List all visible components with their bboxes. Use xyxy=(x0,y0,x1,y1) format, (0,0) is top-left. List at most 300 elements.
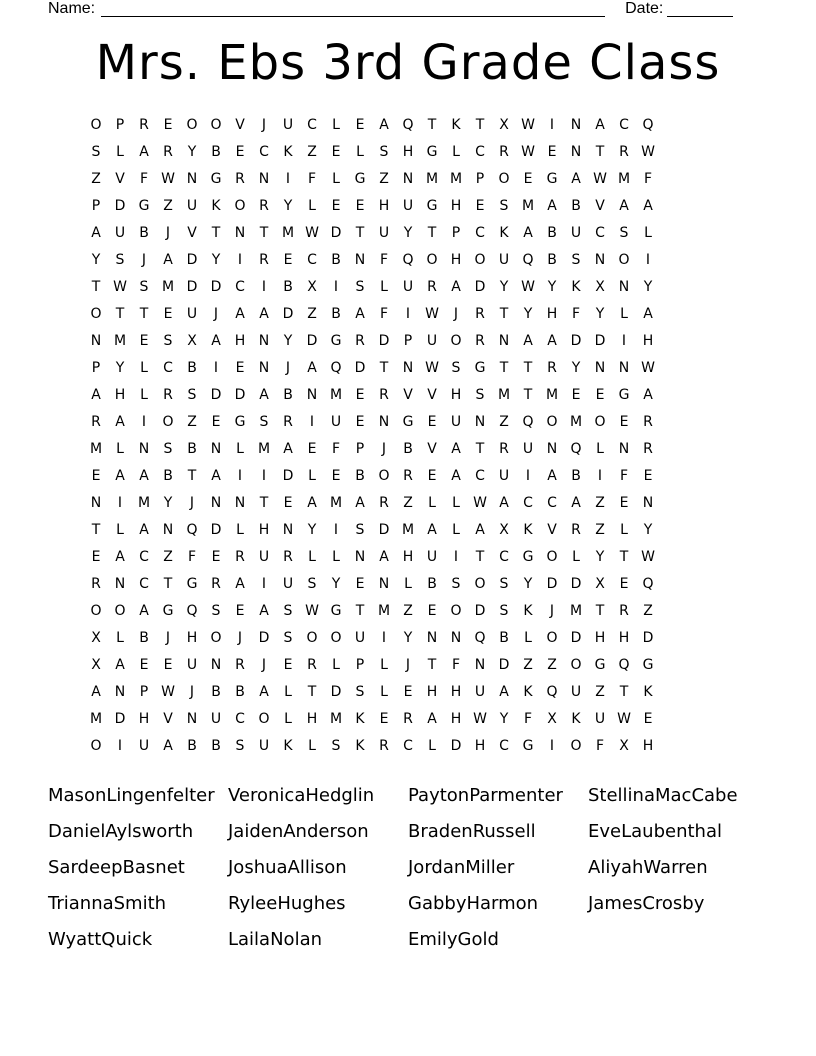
grid-letter: E xyxy=(235,360,245,376)
grid-letter: N xyxy=(618,279,630,295)
grid-letter: H xyxy=(402,549,414,565)
grid-letter: O xyxy=(570,657,582,673)
grid-letter: T xyxy=(475,549,485,565)
grid-letter: M xyxy=(617,171,631,187)
grid-row xyxy=(84,274,660,301)
grid-letter: A xyxy=(523,333,533,349)
grid-letter: N xyxy=(186,711,198,727)
grid-letter: B xyxy=(499,630,509,646)
grid-letter: H xyxy=(234,333,246,349)
grid-letter: E xyxy=(643,468,653,484)
grid-letter: U xyxy=(186,657,198,673)
grid-letter: P xyxy=(91,360,101,376)
grid-letter: B xyxy=(139,225,149,241)
grid-letter: X xyxy=(307,279,317,295)
grid-letter: L xyxy=(596,441,604,457)
grid-letter: J xyxy=(261,117,267,133)
grid-letter: C xyxy=(475,144,485,160)
grid-letter: W xyxy=(617,711,631,727)
grid-letter: S xyxy=(331,738,341,754)
grid-letter: W xyxy=(593,171,607,187)
grid-letter: P xyxy=(403,333,413,349)
grid-letter: T xyxy=(163,576,173,592)
word-list-item: WyattQuick xyxy=(48,929,153,950)
grid-letter: H xyxy=(450,252,462,268)
grid-letter: A xyxy=(475,522,485,538)
grid-letter: N xyxy=(210,441,222,457)
grid-letter: R xyxy=(643,414,653,430)
grid-letter: J xyxy=(189,684,195,700)
grid-letter: N xyxy=(378,576,390,592)
grid-letter: A xyxy=(619,198,629,214)
grid-row xyxy=(84,112,660,139)
grid-letter: U xyxy=(354,630,366,646)
grid-letter: A xyxy=(139,468,149,484)
grid-letter: R xyxy=(259,252,269,268)
grid-letter: X xyxy=(187,333,197,349)
grid-letter: Y xyxy=(595,549,605,565)
grid-letter: J xyxy=(237,630,243,646)
grid-letter: I xyxy=(237,468,243,484)
grid-letter: L xyxy=(452,495,460,511)
grid-letter: C xyxy=(547,495,557,511)
grid-letter: U xyxy=(378,225,390,241)
grid-letter: K xyxy=(283,738,293,754)
grid-letter: O xyxy=(210,117,222,133)
grid-letter: O xyxy=(330,630,342,646)
grid-letter: T xyxy=(115,306,125,322)
grid-letter: I xyxy=(645,252,651,268)
grid-letter: O xyxy=(474,252,486,268)
grid-letter: L xyxy=(332,171,340,187)
grid-letter: O xyxy=(162,414,174,430)
grid-letter: O xyxy=(570,738,582,754)
grid-letter: O xyxy=(546,549,558,565)
word-list-item: StellinaMacCabe xyxy=(588,785,738,806)
grid-letter: G xyxy=(234,414,246,430)
grid-letter: J xyxy=(141,252,147,268)
grid-letter: G xyxy=(474,360,486,376)
word-list-item: JamesCrosby xyxy=(588,893,705,914)
grid-letter: K xyxy=(571,711,581,727)
grid-letter: E xyxy=(427,414,437,430)
grid-letter: L xyxy=(380,684,388,700)
grid-letter: S xyxy=(259,414,269,430)
grid-letter: N xyxy=(234,495,246,511)
grid-letter: N xyxy=(594,252,606,268)
grid-row xyxy=(84,220,660,247)
grid-row xyxy=(84,301,660,328)
grid-letter: P xyxy=(355,441,365,457)
word-list-item: PaytonParmenter xyxy=(408,785,563,806)
grid-letter: D xyxy=(570,576,582,592)
grid-letter: E xyxy=(307,441,317,457)
grid-row xyxy=(84,247,660,274)
grid-letter: A xyxy=(595,117,605,133)
grid-letter: L xyxy=(644,225,652,241)
grid-letter: Z xyxy=(379,171,389,187)
grid-letter: I xyxy=(117,738,123,754)
name-date-line xyxy=(48,0,748,22)
grid-letter: K xyxy=(451,117,461,133)
grid-letter: B xyxy=(571,198,581,214)
grid-letter: H xyxy=(450,387,462,403)
grid-letter: F xyxy=(571,306,581,322)
grid-letter: B xyxy=(139,630,149,646)
grid-letter: D xyxy=(354,360,366,376)
grid-letter: W xyxy=(113,279,127,295)
grid-letter: R xyxy=(379,495,389,511)
grid-letter: A xyxy=(163,738,173,754)
grid-letter: V xyxy=(187,225,197,241)
grid-letter: Y xyxy=(547,279,557,295)
grid-letter: R xyxy=(139,117,149,133)
grid-letter: G xyxy=(330,603,342,619)
grid-letter: I xyxy=(141,414,147,430)
grid-row xyxy=(84,544,660,571)
grid-letter: C xyxy=(139,549,149,565)
grid-letter: U xyxy=(282,117,294,133)
grid-letter: C xyxy=(475,225,485,241)
grid-letter: M xyxy=(137,495,151,511)
grid-letter: B xyxy=(331,306,341,322)
grid-letter: N xyxy=(210,657,222,673)
grid-letter: F xyxy=(307,171,317,187)
grid-letter: R xyxy=(403,468,413,484)
grid-letter: Z xyxy=(163,549,173,565)
grid-letter: A xyxy=(259,684,269,700)
grid-letter: T xyxy=(355,225,365,241)
grid-letter: L xyxy=(428,495,436,511)
grid-letter: J xyxy=(189,495,195,511)
grid-letter: A xyxy=(163,252,173,268)
grid-letter: L xyxy=(116,144,124,160)
grid-letter: Q xyxy=(522,252,534,268)
grid-letter: N xyxy=(234,225,246,241)
grid-letter: N xyxy=(426,630,438,646)
grid-letter: A xyxy=(355,495,365,511)
grid-letter: Q xyxy=(186,603,198,619)
grid-letter: W xyxy=(641,144,655,160)
grid-letter: W xyxy=(425,306,439,322)
grid-letter: W xyxy=(425,360,439,376)
grid-letter: B xyxy=(283,387,293,403)
grid-letter: R xyxy=(163,144,173,160)
grid-letter: H xyxy=(546,306,558,322)
grid-letter: A xyxy=(211,468,221,484)
grid-letter: L xyxy=(236,522,244,538)
grid-letter: Z xyxy=(403,603,413,619)
grid-letter: T xyxy=(259,225,269,241)
grid-letter: Q xyxy=(546,684,558,700)
grid-letter: Z xyxy=(187,414,197,430)
grid-letter: D xyxy=(306,333,318,349)
grid-letter: V xyxy=(403,387,413,403)
grid-letter: D xyxy=(498,657,510,673)
word-list-item: JaidenAnderson xyxy=(228,821,369,842)
word-list-item: EveLaubenthal xyxy=(588,821,722,842)
grid-letter: U xyxy=(594,711,606,727)
grid-letter: Z xyxy=(595,522,605,538)
word-list-item: JordanMiller xyxy=(408,857,515,878)
grid-letter: F xyxy=(331,441,341,457)
grid-letter: N xyxy=(282,522,294,538)
grid-letter: N xyxy=(258,360,270,376)
grid-letter: C xyxy=(235,279,245,295)
grid-letter: V xyxy=(547,522,557,538)
letter-grid xyxy=(84,112,660,760)
grid-letter: T xyxy=(475,117,485,133)
grid-letter: Q xyxy=(642,117,654,133)
grid-letter: A xyxy=(139,522,149,538)
grid-letter: A xyxy=(211,333,221,349)
grid-letter: D xyxy=(570,333,582,349)
grid-letter: L xyxy=(308,738,316,754)
grid-letter: G xyxy=(522,738,534,754)
grid-letter: Q xyxy=(522,414,534,430)
grid-letter: S xyxy=(187,387,197,403)
grid-letter: K xyxy=(571,279,581,295)
grid-letter: D xyxy=(282,468,294,484)
grid-row xyxy=(84,490,660,517)
grid-letter: A xyxy=(451,468,461,484)
grid-letter: X xyxy=(595,576,605,592)
grid-letter: C xyxy=(163,360,173,376)
grid-letter: R xyxy=(379,738,389,754)
grid-letter: H xyxy=(114,387,126,403)
grid-letter: A xyxy=(355,306,365,322)
grid-letter: N xyxy=(474,657,486,673)
grid-letter: H xyxy=(474,738,486,754)
grid-row xyxy=(84,166,660,193)
grid-letter: Y xyxy=(307,522,317,538)
grid-letter: T xyxy=(427,657,437,673)
grid-letter: K xyxy=(523,603,533,619)
grid-letter: A xyxy=(259,306,269,322)
grid-letter: E xyxy=(403,684,413,700)
grid-letter: U xyxy=(210,711,222,727)
grid-letter: T xyxy=(619,549,629,565)
grid-letter: M xyxy=(497,387,511,403)
grid-letter: W xyxy=(305,225,319,241)
grid-letter: R xyxy=(259,198,269,214)
word-list-item: SardeepBasnet xyxy=(48,857,185,878)
grid-letter: O xyxy=(258,711,270,727)
grid-letter: I xyxy=(621,333,627,349)
grid-letter: F xyxy=(187,549,197,565)
grid-letter: U xyxy=(426,549,438,565)
grid-letter: H xyxy=(642,738,654,754)
grid-letter: H xyxy=(642,333,654,349)
grid-letter: B xyxy=(187,738,197,754)
grid-letter: L xyxy=(308,468,316,484)
grid-row xyxy=(84,436,660,463)
grid-letter: E xyxy=(163,306,173,322)
grid-letter: U xyxy=(282,576,294,592)
grid-letter: L xyxy=(308,549,316,565)
grid-letter: J xyxy=(261,657,267,673)
grid-letter: K xyxy=(211,198,221,214)
grid-letter: S xyxy=(451,576,461,592)
grid-row xyxy=(84,679,660,706)
grid-letter: W xyxy=(161,684,175,700)
grid-letter: A xyxy=(451,279,461,295)
grid-letter: P xyxy=(115,117,125,133)
grid-letter: L xyxy=(284,711,292,727)
grid-letter: F xyxy=(379,306,389,322)
grid-letter: T xyxy=(355,603,365,619)
grid-letter: N xyxy=(138,441,150,457)
grid-letter: Y xyxy=(499,279,509,295)
grid-letter: A xyxy=(379,549,389,565)
grid-letter: R xyxy=(235,657,245,673)
grid-letter: H xyxy=(402,144,414,160)
grid-letter: M xyxy=(569,603,583,619)
grid-letter: D xyxy=(474,279,486,295)
grid-letter: A xyxy=(643,387,653,403)
grid-letter: A xyxy=(235,576,245,592)
grid-letter: E xyxy=(643,711,653,727)
grid-letter: N xyxy=(402,360,414,376)
grid-letter: Y xyxy=(283,333,293,349)
grid-letter: G xyxy=(402,414,414,430)
grid-letter: U xyxy=(522,441,534,457)
grid-letter: M xyxy=(113,333,127,349)
grid-letter: J xyxy=(549,603,555,619)
grid-letter: R xyxy=(91,414,101,430)
grid-letter: L xyxy=(380,657,388,673)
grid-letter: B xyxy=(547,225,557,241)
grid-letter: A xyxy=(547,468,557,484)
grid-letter: K xyxy=(355,711,365,727)
grid-letter: A xyxy=(259,603,269,619)
grid-letter: F xyxy=(379,252,389,268)
grid-letter: A xyxy=(427,522,437,538)
grid-letter: A xyxy=(139,144,149,160)
word-list-item: GabbyHarmon xyxy=(408,893,539,914)
grid-letter: R xyxy=(427,279,437,295)
grid-row xyxy=(84,625,660,652)
grid-row xyxy=(84,382,660,409)
grid-letter: F xyxy=(619,468,629,484)
grid-letter: E xyxy=(163,117,173,133)
grid-letter: X xyxy=(547,711,557,727)
date-label: Date: xyxy=(625,0,664,17)
grid-letter: U xyxy=(450,414,462,430)
grid-letter: A xyxy=(115,657,125,673)
grid-letter: A xyxy=(307,360,317,376)
grid-letter: T xyxy=(523,360,533,376)
grid-letter: S xyxy=(139,279,149,295)
grid-letter: E xyxy=(211,549,221,565)
grid-letter: N xyxy=(354,549,366,565)
grid-letter: I xyxy=(261,576,267,592)
grid-letter: O xyxy=(594,414,606,430)
grid-letter: S xyxy=(283,630,293,646)
grid-letter: Q xyxy=(330,360,342,376)
grid-letter: C xyxy=(475,468,485,484)
grid-row xyxy=(84,598,660,625)
grid-letter: C xyxy=(499,549,509,565)
grid-letter: N xyxy=(474,414,486,430)
grid-letter: I xyxy=(333,279,339,295)
grid-letter: L xyxy=(452,522,460,538)
grid-letter: D xyxy=(378,522,390,538)
grid-letter: H xyxy=(450,711,462,727)
grid-letter: B xyxy=(211,684,221,700)
grid-letter: N xyxy=(618,360,630,376)
grid-letter: O xyxy=(498,171,510,187)
grid-letter: C xyxy=(619,117,629,133)
grid-letter: O xyxy=(618,252,630,268)
grid-letter: U xyxy=(258,738,270,754)
grid-letter: W xyxy=(473,711,487,727)
grid-letter: B xyxy=(403,441,413,457)
grid-letter: Y xyxy=(499,711,509,727)
grid-letter: N xyxy=(570,144,582,160)
grid-letter: C xyxy=(403,738,413,754)
grid-letter: G xyxy=(210,171,222,187)
grid-letter: B xyxy=(235,684,245,700)
grid-letter: T xyxy=(139,306,149,322)
grid-letter: D xyxy=(570,630,582,646)
word-list-item: EmilyGold xyxy=(408,929,499,950)
grid-letter: S xyxy=(283,603,293,619)
grid-letter: Z xyxy=(643,603,653,619)
date-blank-line xyxy=(667,0,733,17)
grid-letter: Q xyxy=(618,657,630,673)
grid-letter: D xyxy=(114,711,126,727)
grid-letter: J xyxy=(285,360,291,376)
grid-letter: A xyxy=(571,495,581,511)
grid-letter: L xyxy=(380,279,388,295)
grid-letter: Y xyxy=(523,576,533,592)
grid-letter: D xyxy=(330,684,342,700)
grid-letter: L xyxy=(284,684,292,700)
grid-letter: E xyxy=(619,576,629,592)
grid-letter: R xyxy=(211,576,221,592)
grid-letter: T xyxy=(523,387,533,403)
grid-letter: V xyxy=(427,441,437,457)
grid-letter: L xyxy=(452,144,460,160)
grid-letter: M xyxy=(425,171,439,187)
grid-letter: U xyxy=(570,684,582,700)
word-list-item: BradenRussell xyxy=(408,821,536,842)
grid-letter: N xyxy=(258,171,270,187)
grid-letter: E xyxy=(571,387,581,403)
grid-letter: I xyxy=(597,468,603,484)
grid-letter: S xyxy=(475,387,485,403)
grid-row xyxy=(84,733,660,760)
grid-letter: T xyxy=(427,117,437,133)
grid-letter: J xyxy=(405,657,411,673)
grid-letter: A xyxy=(307,495,317,511)
grid-letter: T xyxy=(499,360,509,376)
grid-letter: Y xyxy=(643,279,653,295)
grid-letter: M xyxy=(329,495,343,511)
word-list-item: DanielAylsworth xyxy=(48,821,194,842)
grid-letter: S xyxy=(163,441,173,457)
grid-letter: H xyxy=(426,684,438,700)
grid-letter: W xyxy=(641,360,655,376)
grid-letter: W xyxy=(641,549,655,565)
grid-letter: R xyxy=(379,387,389,403)
grid-letter: M xyxy=(281,225,295,241)
grid-letter: B xyxy=(163,468,173,484)
grid-letter: R xyxy=(619,144,629,160)
grid-letter: U xyxy=(138,738,150,754)
grid-letter: Z xyxy=(499,414,509,430)
